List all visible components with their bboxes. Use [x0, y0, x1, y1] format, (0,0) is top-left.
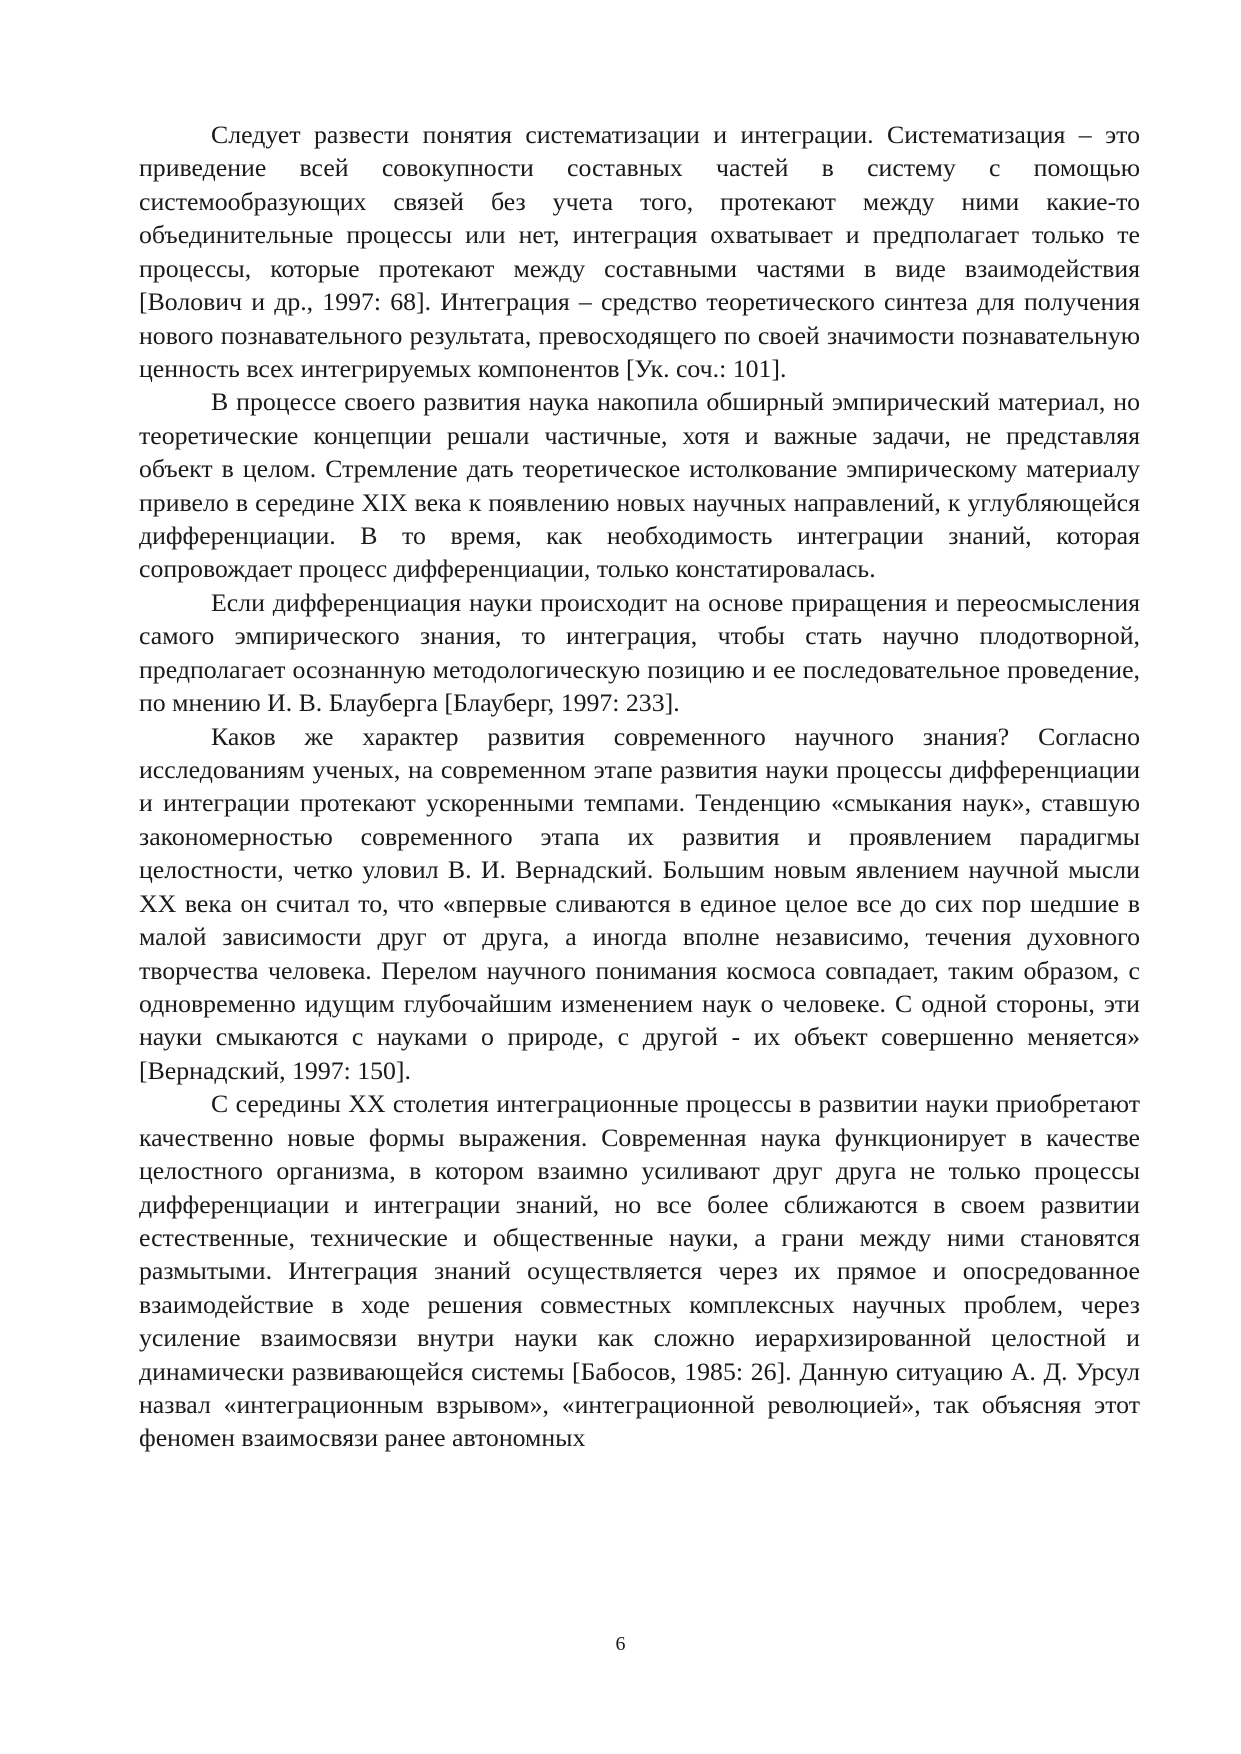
document-body [139, 118, 1140, 1455]
paragraph-empirical-material: В процессе своего развития наука накопила обширный эмпирический материал, но теоретические концепции решали частичные, хотя и важные задачи, не представляя объект в целом. Стремление дать теоретическое истолкование эмпирическому материалу привело в середине XIX века к появлению новых научных направлений, к углубляющейся дифференциации. В то время, как необходимость интеграции знаний, которая сопровождает процесс дифференциации, только констатировалась. [139, 387, 1140, 584]
paragraph-modern-knowledge: Каков же характер развития современного научного знания? Согласно исследованиям ученых, на современном этапе развития науки процессы дифференциации и интеграции протекают ускоренными темпами. Тенденцию «смыкания наук», ставшую закономерностью современного этапа их развития и проявлением парадигмы целостности, четко уловил В. И. Вернадский. Большим новым явлением научной мысли XX века он считал то, что «впервые сливаются в единое целое все до сих пор шедшие в малой зависимости друг от друга, а иногда вполне независимо, течения духовного творчества человека. Перелом научного понимания космоса совпадает, таким образом, с одновременно идущим глубочайшим изменением наук о человеке. С одной стороны, эти науки смыкаются с науками о природе, с другой - их объект совершенно меняется» [Вернадский, 1997: 150]. [139, 721, 1140, 1085]
paragraph-systematization: Следует развести понятия систематизации и интеграции. Систематизация – это приведение всей совокупности составных частей в систему с помощью системообразующих связей без учета того, протекают между ними какие-то объединительные процессы или нет, интеграция охватывает и предполагает только те процессы, которые протекают между составными частями в виде взаимодействия [Волович и др., 1997: 68]. Интеграция – средство теоретического синтеза для получения нового познавательного результата, превосходящего по своей значимости познавательную ценность всех интегрируемых компонентов [Ук. соч.: 101]. [139, 120, 1140, 383]
paragraph-differentiation: Если дифференциация науки происходит на основе приращения и переосмысления самого эмпирического знания, то интеграция, чтобы стать научно плодотворной, предполагает осознанную методологическую позицию и ее последовательное проведение, по мнению И. В. Блауберга [Блауберг, 1997: 233]. [139, 587, 1140, 718]
paragraph-integration-processes: С середины XX столетия интеграционные процессы в развитии науки приобретают качественно новые формы выражения. Современная наука функционирует в качестве целостного организма, в котором взаимно усиливают друг друга не только процессы дифференциации и интеграции знаний, но все более сближаются в своем развитии естественные, технические и общественные науки, а грани между ними становятся размытыми. Интеграция знаний осуществляется через их прямое и опосредованное взаимодействие в ходе решения совместных комплексных научных проблем, через усиление взаимосвязи внутри науки как сложно иерархизированной целостной и динамически развивающейся системы [Бабосов, 1985: 26]. Данную ситуацию А. Д. Урсул назвал «интеграционным взрывом», «интеграционной революцией», так объясняя этот феномен взаимосвязи ранее автономных [139, 1089, 1140, 1453]
page-number: 6 [615, 1633, 626, 1655]
